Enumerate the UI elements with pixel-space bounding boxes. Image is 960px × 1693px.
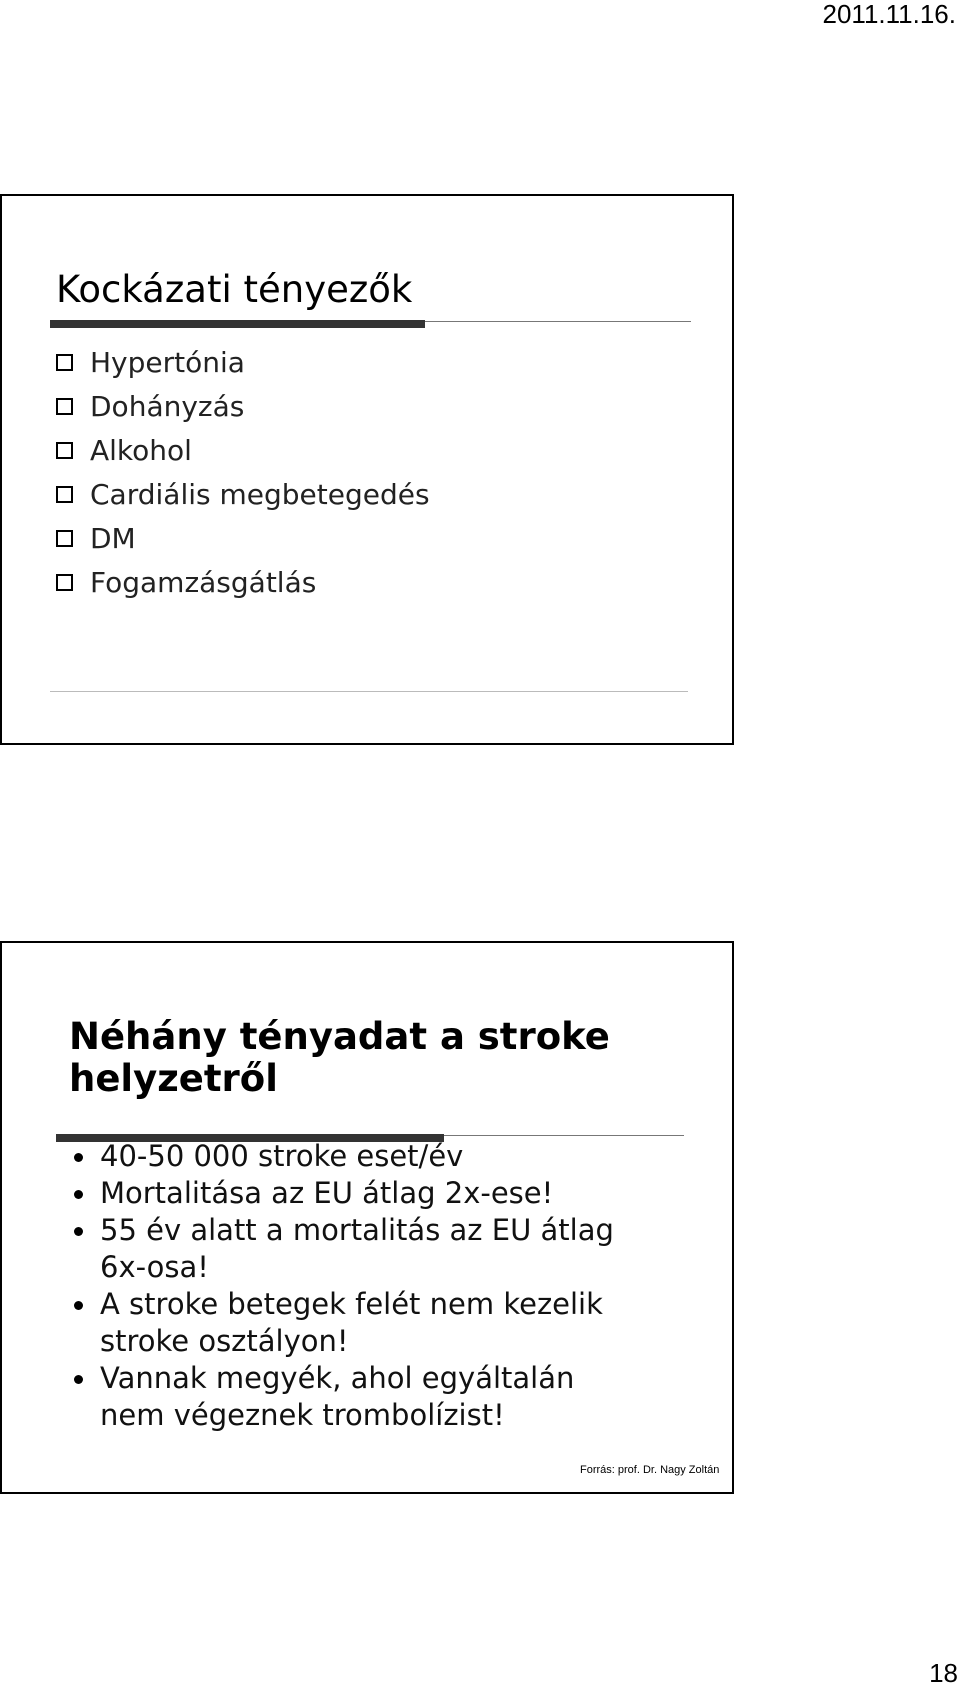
square-bullet-icon [56,530,73,547]
slide-title: Kockázati tényezők [56,268,413,311]
risk-factor-list [56,340,430,604]
list-item-label: Alkohol [90,433,192,467]
list-item [72,1138,712,1175]
list-item [56,560,430,604]
list-item [72,1175,712,1212]
title-underline-thin [444,1135,684,1136]
list-item-label: Fogamzásgátlás [90,565,317,599]
bullet-dot-icon [74,1153,83,1162]
list-item-line: nem végeznek trombolízist! [100,1398,505,1432]
bottom-divider [50,691,688,692]
square-bullet-icon [56,574,73,591]
list-item-line: stroke osztályon! [100,1324,349,1358]
list-item-label: Hypertónia [90,345,245,379]
title-underline-thick [50,320,425,328]
title-underline-thin [425,321,691,322]
list-item [56,472,430,516]
list-item [72,1360,712,1434]
list-item-line: A stroke betegek felét nem kezelik [100,1287,603,1321]
list-item [56,428,430,472]
square-bullet-icon [56,442,73,459]
bullet-dot-icon [74,1190,83,1199]
bullet-dot-icon [74,1375,83,1384]
square-bullet-icon [56,354,73,371]
list-item [56,384,430,428]
header-date: 2011.11.16. [822,0,956,29]
source-credit: Forrás: prof. Dr. Nagy Zoltán [580,1464,720,1476]
list-item-line: 55 év alatt a mortalitás az EU átlag [100,1213,614,1247]
bullet-dot-icon [74,1301,83,1310]
list-item [56,516,430,560]
list-item-label: DM [90,521,136,555]
slide-title-line: Néhány tényadat a stroke [69,1015,610,1058]
list-item [72,1286,712,1360]
list-item-label: Dohányzás [90,389,245,423]
list-item [56,340,430,384]
page-number: 18 [929,1658,958,1688]
stroke-facts-list [72,1138,712,1434]
list-item-label: Cardiális megbetegedés [90,477,430,511]
slide-title [69,1016,610,1100]
slide-stroke-facts [0,941,734,1494]
bullet-dot-icon [74,1227,83,1236]
square-bullet-icon [56,398,73,415]
list-item-line: Vannak megyék, ahol egyáltalán [100,1361,575,1395]
list-item-line: 6x-osa! [100,1250,209,1284]
list-item-line: 40-50 000 stroke eset/év [100,1139,464,1173]
square-bullet-icon [56,486,73,503]
slide-risk-factors [0,194,734,745]
list-item [72,1212,712,1286]
slide-title-line: helyzetről [69,1057,278,1100]
list-item-line: Mortalitása az EU átlag 2x-ese! [100,1176,554,1210]
